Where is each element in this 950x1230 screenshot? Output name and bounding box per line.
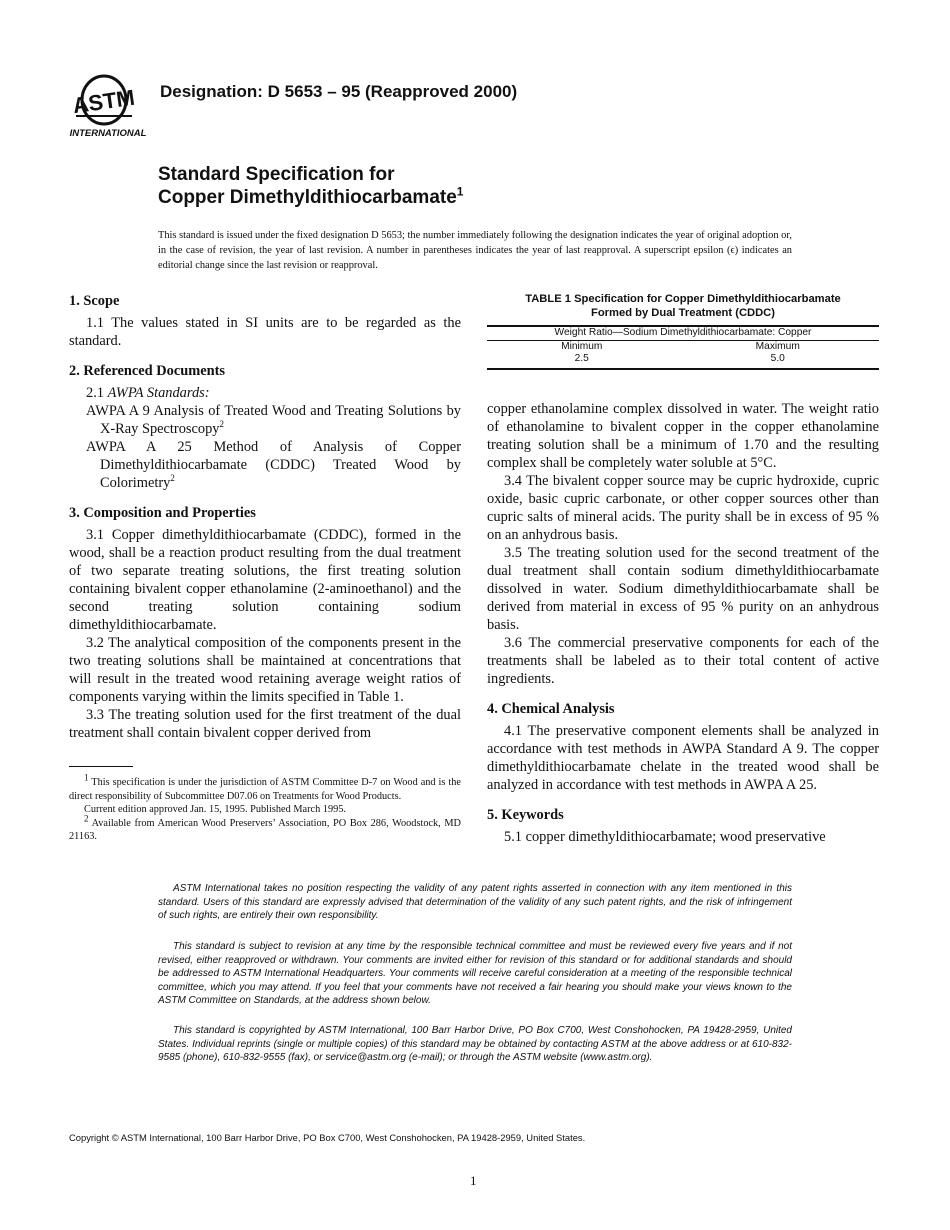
footnote-mark: 2 (219, 419, 224, 430)
footnote-mark: 2 (84, 813, 89, 824)
disclaimer-text: This standard is subject to revision at any time by the responsible technical committee and must be reviewed every five years and if not revised, either reapproved or withdrawn. Your comments are invited either for revision of this standard or for additional standards and should be addressed to ASTM International Headquarters. Your comments will receive careful consideration at a meeting of the responsible technical committee, which you may attend. If you feel that your comments have not received a fair hearing you should make your views known to the ASTM Committee on Standards, at the address shown below. (158, 941, 792, 1006)
designation: Designation: D 5653 – 95 (Reapproved 2000) (160, 82, 518, 101)
section-referenced-documents (69, 362, 461, 492)
copyright-line: Copyright © ASTM International, 100 Barr Harbor Drive, PO Box C700, West Conshohocken, PA 19428-2959, United States. (69, 1132, 586, 1143)
footnote-mark: 1 (84, 772, 89, 783)
paragraph-3-6: 3.6 The commercial preservative components for each of the treatments shall be labeled as to their total content of active ingredients. (487, 635, 879, 687)
footnotes (69, 772, 461, 844)
reference-text: AWPA A 25 Method of Analysis of Copper Dimethyldithiocarbamate (CDDC) Treated Wood by Colorimetry (86, 439, 461, 491)
astm-logo-subtext: INTERNATIONAL (69, 128, 147, 139)
section-heading: 5. Keywords (487, 807, 564, 823)
section-heading: 3. Composition and Properties (69, 505, 256, 521)
section-composition (69, 504, 461, 742)
disclaimer-patent (158, 882, 792, 923)
footnote-mark: 2 (170, 473, 175, 484)
section-heading: 1. Scope (69, 293, 120, 309)
reference-awpa-a9 (86, 402, 461, 438)
table-col-maximum: Maximum (677, 340, 880, 353)
page-number: 1 (470, 1173, 477, 1188)
paragraph-1-1: 1.1 The values stated in SI units are to be regarded as the standard. (69, 315, 461, 349)
disclaimer-copyright (158, 1024, 792, 1065)
document-title (158, 163, 463, 209)
table-1 (487, 292, 879, 370)
disclaimer-revision (158, 940, 792, 1008)
section-heading: 4. Chemical Analysis (487, 701, 615, 717)
section-scope (69, 292, 461, 350)
table-value-maximum: 5.0 (677, 353, 880, 369)
paragraph-5-1: 5.1 copper dimethyldithiocarbamate; wood preservative (504, 829, 826, 845)
awpa-standards-label: AWPA Standards: (107, 385, 210, 401)
issued-note: This standard is issued under the fixed designation D 5653; the number immediately following the designation indicates the year of original adoption or, in the case of revision, the year of last revision. A number in parentheses indicates the year of last reapproval. A superscript epsilon (ϵ) indicates an editorial change since the last revision or reapproval. (158, 230, 792, 271)
paragraph-3-3-part1: 3.3 The treating solution used for the first treatment of the dual treatment shall contain bivalent copper derived from (69, 707, 461, 741)
table-caption (487, 292, 879, 320)
paragraph-3-2: 3.2 The analytical composition of the components present in the two treating solutions shall be maintained at concentrations that will result in the treated wood retaining average weight ratios of components varying within the limits specified in Table 1. (69, 635, 461, 705)
footnote-1 (69, 772, 461, 803)
table-caption-line-2: Formed by Dual Treatment (CDDC) (591, 307, 775, 319)
section-heading: 2. Referenced Documents (69, 363, 225, 379)
footnote-text: Available from American Wood Preservers’ Association, PO Box 286, Woodstock, MD 21163. (69, 817, 461, 842)
title-line-1: Standard Specification for (158, 164, 395, 185)
table-group-header: Weight Ratio—Sodium Dimethyldithiocarbamate: Copper (487, 326, 879, 340)
paragraph-2-1 (69, 384, 461, 402)
table-value-minimum: 2.5 (487, 353, 677, 369)
paragraph-3-5: 3.5 The treating solution used for the second treatment of the dual treatment shall contain sodium dimethyldithiocarbamate dissolved in water. Sodium dimethyldithiocarbamate shall be derived from material in excess of 95 % purity on an anhydrous basis. (487, 545, 879, 633)
section-composition-cont (487, 400, 879, 688)
paragraph-3-4: 3.4 The bivalent copper source may be cupric hydroxide, cupric oxide, basic cupric carbonate, or other copper sources other than cupric salts of mineral acids. The purity shall be in excess of 95 % on an anhydrous basis. (487, 473, 879, 543)
title-line-2 (158, 186, 463, 209)
reference-text: AWPA A 9 Analysis of Treated Wood and Treating Solutions by X-Ray Spectroscopy (86, 403, 461, 437)
title-text: Copper Dimethyldithiocarbamate (158, 187, 457, 208)
footnote-text: This specification is under the jurisdiction of ASTM Committee D-7 on Wood and is the direct responsibility of Subcommittee D07.06 on Treatments for Wood Products. (69, 777, 461, 802)
table-col-minimum: Minimum (487, 340, 677, 353)
title-footnote-mark: 1 (456, 184, 464, 199)
disclaimer-text: This standard is copyrighted by ASTM International, 100 Barr Harbor Drive, PO Box C700, West Conshohocken, PA 19428-2959, United States. Individual reprints (single or multiple copies) of this standard may be obtained by contacting ASTM at the above address or at 610-832-9585 (phone), 610-832-9555 (fax), or service@astm.org (e-mail); or through the ASTM website (www.astm.org). (158, 1025, 792, 1063)
table-caption-line-1: TABLE 1 Specification for Copper Dimethyldithiocarbamate (525, 293, 841, 305)
spec-table (487, 325, 879, 370)
section-keywords (487, 806, 879, 846)
left-column (69, 292, 461, 754)
section-chemical-analysis (487, 700, 879, 794)
disclaimer-text: ASTM International takes no position respecting the validity of any patent rights asserted in connection with any item mentioned in this standard. Users of this standard are expressly advised that determination of the validity of any such patent rights, and the risk of infringement of such rights, are entirely their own responsibility. (158, 883, 792, 921)
paragraph-number: 2.1 (86, 385, 108, 401)
right-column (487, 400, 879, 858)
astm-logo-text: ASTM (71, 84, 137, 119)
paragraph-3-3-part2: copper ethanolamine complex dissolved in water. The weight ratio of ethanolamine to bivalent copper in the copper ethanolamine treating solution shall be a minimum of 1.70 and the resulting complex shall be completely water soluble at 5°C. (487, 401, 879, 471)
reference-awpa-a25 (86, 438, 461, 492)
footnote-1-edition: Current edition approved Jan. 15, 1995. Published March 1995. (84, 804, 346, 815)
astm-logo (68, 74, 152, 140)
paragraph-4-1: 4.1 The preservative component elements shall be analyzed in accordance with test methods in AWPA Standard A 9. The copper dimethyldithiocarbamate chelate in the treated wood shall be analyzed in accordance with test methods in AWPA A 25. (487, 723, 879, 793)
footnote-2 (69, 813, 461, 844)
paragraph-3-1: 3.1 Copper dimethyldithiocarbamate (CDDC), formed in the wood, shall be a reaction product resulting from the dual treatment of two separate treating solutions, the first treating solution containing bivalent copper ethanolamine (2-aminoethanol) and the second treating solution containing sodium dimethyldithiocarbamate. (69, 527, 461, 633)
footnote-rule (69, 766, 133, 767)
